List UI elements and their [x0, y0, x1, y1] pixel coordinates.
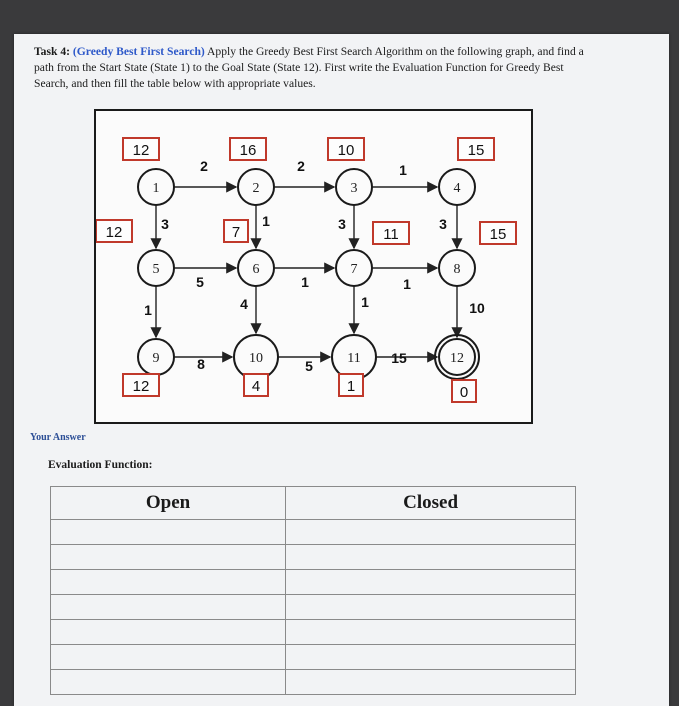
- closed-cell[interactable]: [286, 595, 576, 620]
- state-node-label: 5: [152, 262, 160, 277]
- closed-cell[interactable]: [286, 520, 576, 545]
- evaluation-function-label: Evaluation Function:: [48, 459, 153, 471]
- edge-weight-label: 3: [338, 216, 346, 232]
- open-cell[interactable]: [51, 520, 286, 545]
- task-body: Apply the Greedy Best First Search Algorithm on the following graph, and find a path from the Start State (State 1) to the Goal State (State 12). First write the Evaluation Function for Greedy Best Search, and then fill the table below with appropriate values.: [34, 45, 584, 90]
- open-cell[interactable]: [51, 570, 286, 595]
- table-row: [51, 520, 576, 545]
- graph-figure: [94, 109, 533, 424]
- heuristic-value: 12: [132, 142, 150, 159]
- task-highlight: (Greedy Best First Search): [72, 45, 205, 58]
- table-row: [51, 595, 576, 620]
- state-node-label: 10: [249, 351, 263, 366]
- task-prefix: Task 4:: [34, 45, 73, 58]
- table-row: [51, 670, 576, 695]
- open-cell[interactable]: [51, 620, 286, 645]
- open-cell[interactable]: [51, 595, 286, 620]
- table-row: [51, 545, 576, 570]
- edge-weight-label: 1: [262, 213, 270, 229]
- table-body: [51, 520, 576, 695]
- closed-header: Closed: [286, 487, 576, 520]
- edge-weight-label: 5: [305, 358, 313, 374]
- your-answer-label: Your Answer: [30, 432, 86, 443]
- graph-svg: [96, 111, 531, 422]
- open-cell[interactable]: [51, 545, 286, 570]
- table-header-row: [51, 487, 576, 520]
- edge-weight-label: 2: [200, 158, 208, 174]
- heuristic-value: 1: [346, 378, 356, 395]
- state-node-label: 12: [450, 351, 464, 366]
- edge-weight-label: 3: [161, 216, 169, 232]
- state-node-label: 4: [453, 181, 461, 196]
- state-node-label: 2: [252, 181, 260, 196]
- edge-weight-label: 8: [197, 356, 205, 372]
- heuristic-value: 12: [105, 224, 123, 241]
- edge-weight-label: 10: [469, 300, 485, 316]
- state-node-label: 11: [347, 351, 361, 366]
- edge-weight-label: 1: [403, 276, 411, 292]
- edge-weight-label: 1: [399, 162, 407, 178]
- edge-weight-label: 2: [297, 158, 305, 174]
- heuristic-value: 11: [383, 226, 399, 243]
- heuristic-value: 12: [132, 378, 150, 395]
- edge-weight-label: 15: [391, 350, 407, 366]
- table-row: [51, 645, 576, 670]
- closed-cell[interactable]: [286, 670, 576, 695]
- heuristic-value: 16: [239, 142, 257, 159]
- edge-weight-label: 5: [196, 274, 204, 290]
- open-closed-table: [50, 486, 576, 695]
- state-node-label: 3: [350, 181, 358, 196]
- open-cell[interactable]: [51, 670, 286, 695]
- open-header: Open: [51, 487, 286, 520]
- heuristic-value: 4: [251, 378, 261, 395]
- heuristic-value: 15: [467, 142, 485, 159]
- state-node-label: 9: [152, 351, 160, 366]
- heuristic-value: 15: [489, 226, 507, 243]
- closed-cell[interactable]: [286, 545, 576, 570]
- edge-weight-label: 4: [240, 296, 248, 312]
- state-node-label: 8: [453, 262, 461, 277]
- heuristic-value: 7: [231, 224, 241, 241]
- state-node-label: 1: [152, 181, 160, 196]
- edge-weight-label: 1: [144, 302, 152, 318]
- document-page: [14, 34, 669, 706]
- table-row: [51, 620, 576, 645]
- heuristic-value: 0: [459, 384, 469, 401]
- edge-weight-label: 1: [301, 274, 309, 290]
- edge-weight-label: 3: [439, 216, 447, 232]
- task-description: [34, 44, 599, 92]
- edge-weight-label: 1: [361, 294, 369, 310]
- table-row: [51, 570, 576, 595]
- closed-cell[interactable]: [286, 645, 576, 670]
- state-node-label: 7: [350, 262, 358, 277]
- open-cell[interactable]: [51, 645, 286, 670]
- closed-cell[interactable]: [286, 570, 576, 595]
- closed-cell[interactable]: [286, 620, 576, 645]
- heuristic-value: 10: [337, 142, 355, 159]
- state-node-label: 6: [252, 262, 260, 277]
